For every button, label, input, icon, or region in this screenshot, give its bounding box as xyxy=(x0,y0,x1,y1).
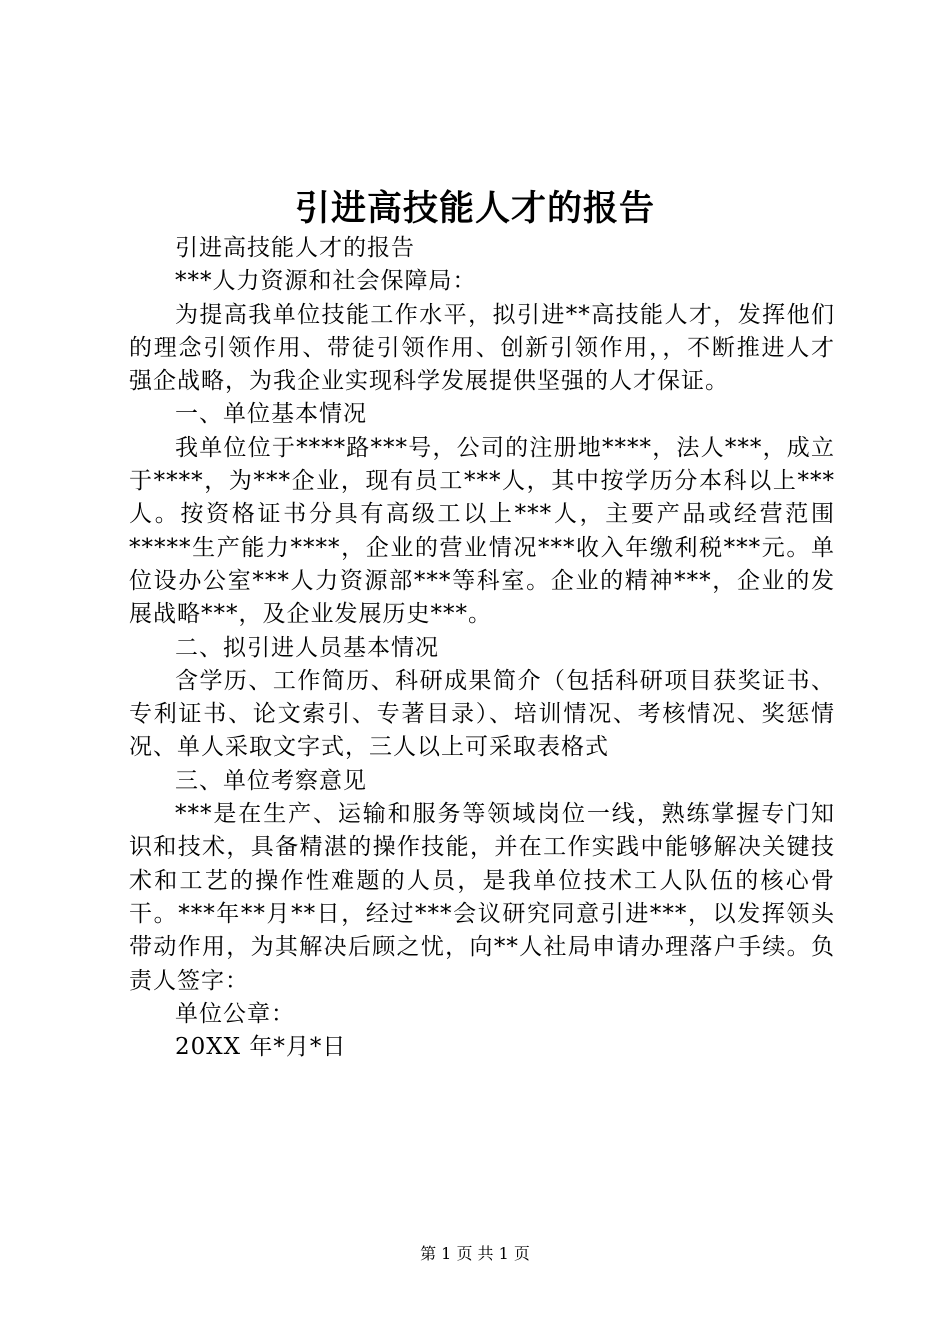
candidate-info-paragraph: 含学历、工作简历、科研成果简介（包括科研项目获奖证书、专利证书、论文索引、专著目录）、培训情况、考核情况、奖惩情况、单人采取文字式，三人以上可采取表格式 xyxy=(129,667,835,761)
seal-line: 单位公章： xyxy=(175,1000,295,1027)
recipient-line: ***人力资源和社会保障局： xyxy=(175,268,477,295)
document-body xyxy=(129,232,835,1064)
body-heading-repeat: 引进高技能人才的报告 xyxy=(175,235,415,261)
section-heading-candidate-info: 二、拟引进人员基本情况 xyxy=(175,634,439,661)
section-heading-evaluation: 三、单位考察意见 xyxy=(175,767,367,794)
document-title: 引进高技能人才的报告 xyxy=(294,188,655,229)
date-line: 20XX 年*月*日 xyxy=(175,1034,347,1061)
unit-info-paragraph: 我单位位于****路***号，公司的注册地****，法人***，成立于****，为***企业，现有员工***人，其中按学历分本科以上***人。按资格证书分具有高级工以上***人，主要产品或经营范围*****生产能力****，企业的营业情况***收入年缴利税***元。单位设办公室***人力资源部***等科室。企业的精神***，企业的发展战略***，及企业发展历史***。 xyxy=(129,434,835,628)
evaluation-paragraph: ***是在生产、运输和服务等领域岗位一线，熟练掌握专门知识和技术，具备精湛的操作技能，并在工作实践中能够解决关键技术和工艺的操作性难题的人员，是我单位技术工人队伍的核心骨干。***年**月**日，经过***会议研究同意引进***，以发挥领头带动作用，为其解决后顾之忧，向**人社局申请办理落户手续。负责人签字： xyxy=(129,801,835,994)
page-footer: 第 1 页 共 1 页 xyxy=(420,1244,530,1263)
section-heading-unit-info: 一、单位基本情况 xyxy=(175,401,367,428)
intro-paragraph: 为提高我单位技能工作水平，拟引进**高技能人才，发挥他们的理念引领作用、带徒引领作用、创新引领作用，，不断推进人才强企战略，为我企业实现科学发展提供坚强的人才保证。 xyxy=(129,301,835,395)
